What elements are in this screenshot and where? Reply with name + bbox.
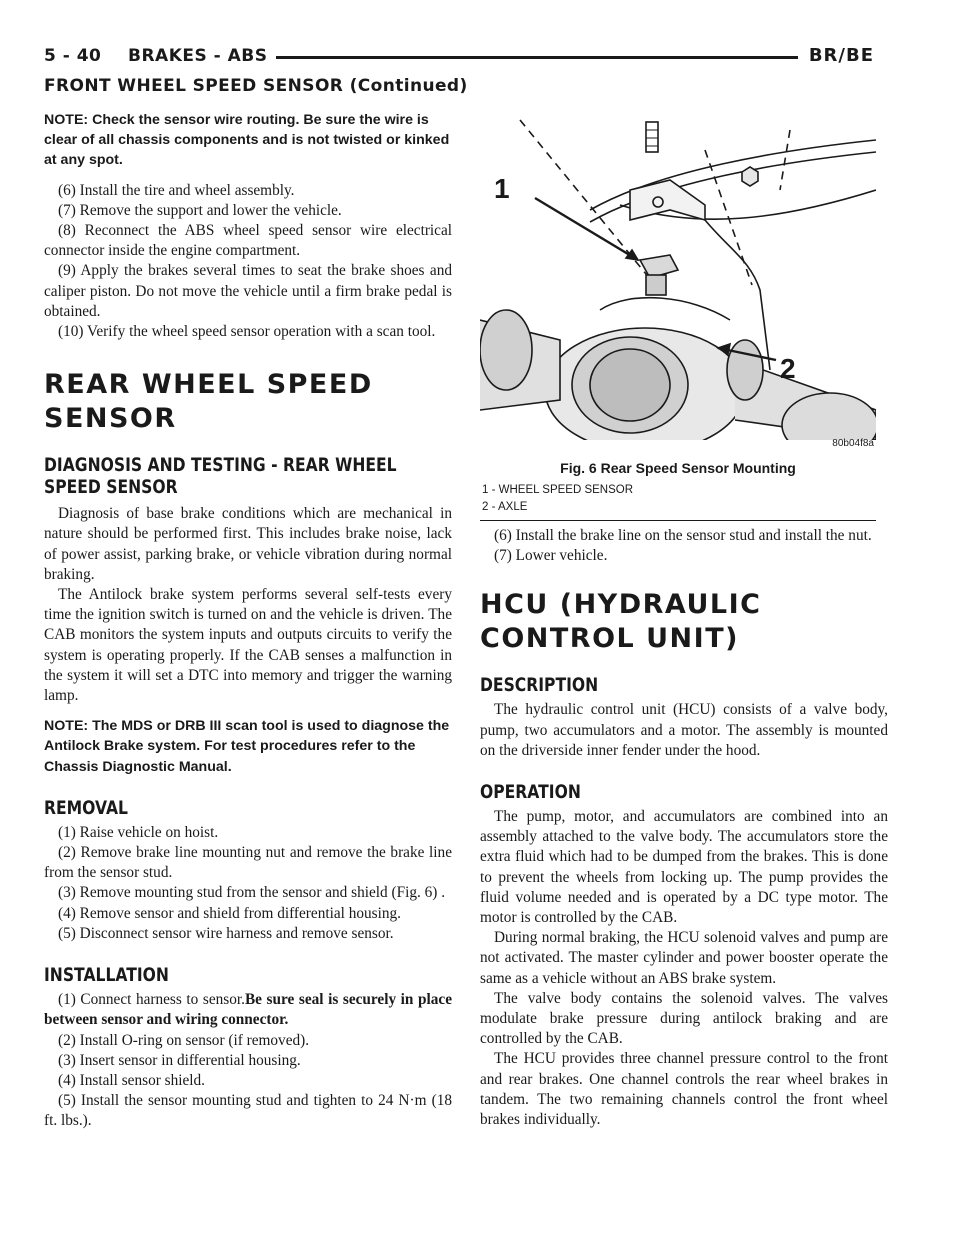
heading-operation: OPERATION xyxy=(480,781,581,804)
legend-item: 2 - AXLE xyxy=(482,501,528,513)
heading-description: DESCRIPTION xyxy=(480,674,599,697)
callout-1: 1 xyxy=(494,173,510,204)
figure-caption: Fig. 6 Rear Speed Sensor Mounting xyxy=(560,460,796,476)
install-step: (2) Install O-ring on sensor (if removed). xyxy=(58,1031,310,1049)
install-step xyxy=(44,990,452,1030)
model-code: BR/BE xyxy=(808,45,874,66)
install-step: (4) Install sensor shield. xyxy=(58,1071,205,1089)
step: (6) Install the brake line on the sensor stud and install the nut. xyxy=(494,527,872,544)
heading-installation: INSTALLATION xyxy=(44,964,169,987)
figure-code: 80b04f8a xyxy=(832,438,874,449)
note-sensor-routing: NOTE: Check the sensor wire routing. Be sure the wire is clear of all chassis components and is not twisted or kinked at any spot. xyxy=(44,112,450,169)
install-step-warning: Be sure seal is securely in place between sensor and wiring connector. xyxy=(44,991,453,1029)
step: (8) Reconnect the ABS wheel speed sensor wire electrical connector inside the engine compartment. xyxy=(44,222,452,260)
axle-illustration xyxy=(480,110,876,440)
description-paragraph: The hydraulic control unit (HCU) consists of a valve body, pump, two accumulators and a motor. The assembly is mounted on the driverside inner fender under the hood. xyxy=(480,701,888,759)
removal-step: (5) Disconnect sensor wire harness and remove sensor. xyxy=(58,924,394,942)
install-step-text: (1) Connect harness to sensor. xyxy=(58,991,245,1009)
step: (9) Apply the brakes several times to seat the brake shoes and caliper piston. Do not move the vehicle until a firm brake pedal is obtained. xyxy=(44,262,452,320)
step: (7) Remove the support and lower the vehicle. xyxy=(58,201,342,219)
operation-paragraph: The valve body contains the solenoid valves. The valves modulate brake pressure during antilock braking and are controlled by the CAB. xyxy=(480,989,888,1048)
heading-removal: REMOVAL xyxy=(44,796,128,819)
note-scan-tool: NOTE: The MDS or DRB III scan tool is used to diagnose the Antilock Brake system. For test procedures refer to the Chassis Diagnostic Manual. xyxy=(44,718,450,775)
heading-hcu: HCU (HYDRAULIC CONTROL UNIT) xyxy=(480,589,762,655)
removal-step: (1) Raise vehicle on hoist. xyxy=(58,823,219,841)
heading-rear-wheel-speed-sensor: REAR WHEEL SPEED SENSOR xyxy=(44,369,373,435)
removal-step: (4) Remove sensor and shield from differential housing. xyxy=(58,904,401,922)
install-step: (3) Insert sensor in differential housing. xyxy=(58,1051,301,1069)
step: (7) Lower vehicle. xyxy=(494,547,608,565)
heading-diagnosis-testing: DIAGNOSIS AND TESTING - REAR WHEEL SPEED SENSOR xyxy=(44,454,397,499)
diagnosis-paragraph: The Antilock brake system performs several self-tests every time the ignition switch is turned on and the vehicle is driven. The CAB monitors the system inputs and outputs circuits to verify the system is operating properly. If the CAB senses a malfunction in the system it will set a DTC into memory and trigger the warning lamp. xyxy=(44,586,452,705)
callout-2: 2 xyxy=(780,353,796,384)
section-title: BRAKES - ABS xyxy=(128,46,268,66)
operation-paragraph: During normal braking, the HCU solenoid valves and pump are not activated. The master cylinder and power booster operate the same as a vehicle without an ABS brake system. xyxy=(480,929,888,987)
running-header xyxy=(44,40,874,70)
step: (10) Verify the wheel speed sensor operation with a scan tool. xyxy=(58,323,436,341)
install-step: (5) Install the sensor mounting stud and tighten to 24 N·m (18 ft. lbs.). xyxy=(44,1092,452,1130)
header-rule xyxy=(276,56,798,59)
removal-step: (2) Remove brake line mounting nut and remove the brake line from the sensor stud. xyxy=(44,844,452,882)
operation-paragraph: The HCU provides three channel pressure control to the front and rear brakes. One channel controls the rear wheel brakes in tandem. The two remaining channels control the front wheel brakes individually. xyxy=(480,1050,888,1129)
page-number: 5 - 40 xyxy=(44,46,102,66)
operation-paragraph: The pump, motor, and accumulators are combined into an assembly attached to the valve body. The accumulators store the extra fluid which had to be dumped from the brakes. This is done to prevent the wheels from locking up. The pump provides the fluid volume needed and is operated by a DC type motor. The motor is controlled by the CAB. xyxy=(480,808,888,927)
legend-item: 1 - WHEEL SPEED SENSOR xyxy=(482,484,634,496)
removal-step: (3) Remove mounting stud from the sensor and shield (Fig. 6) . xyxy=(58,884,446,902)
continued-title: FRONT WHEEL SPEED SENSOR (Continued) xyxy=(44,76,468,96)
left-column xyxy=(44,110,452,1132)
right-column xyxy=(480,110,888,1130)
figure-rule xyxy=(480,520,876,521)
figure-rear-speed-sensor xyxy=(480,110,876,520)
step: (6) Install the tire and wheel assembly. xyxy=(58,181,295,199)
diagnosis-paragraph: Diagnosis of base brake conditions which are mechanical in nature should be performed first. This includes brake noise, lack of power assist, parking brake, or vehicle vibration during normal braking. xyxy=(44,505,452,583)
